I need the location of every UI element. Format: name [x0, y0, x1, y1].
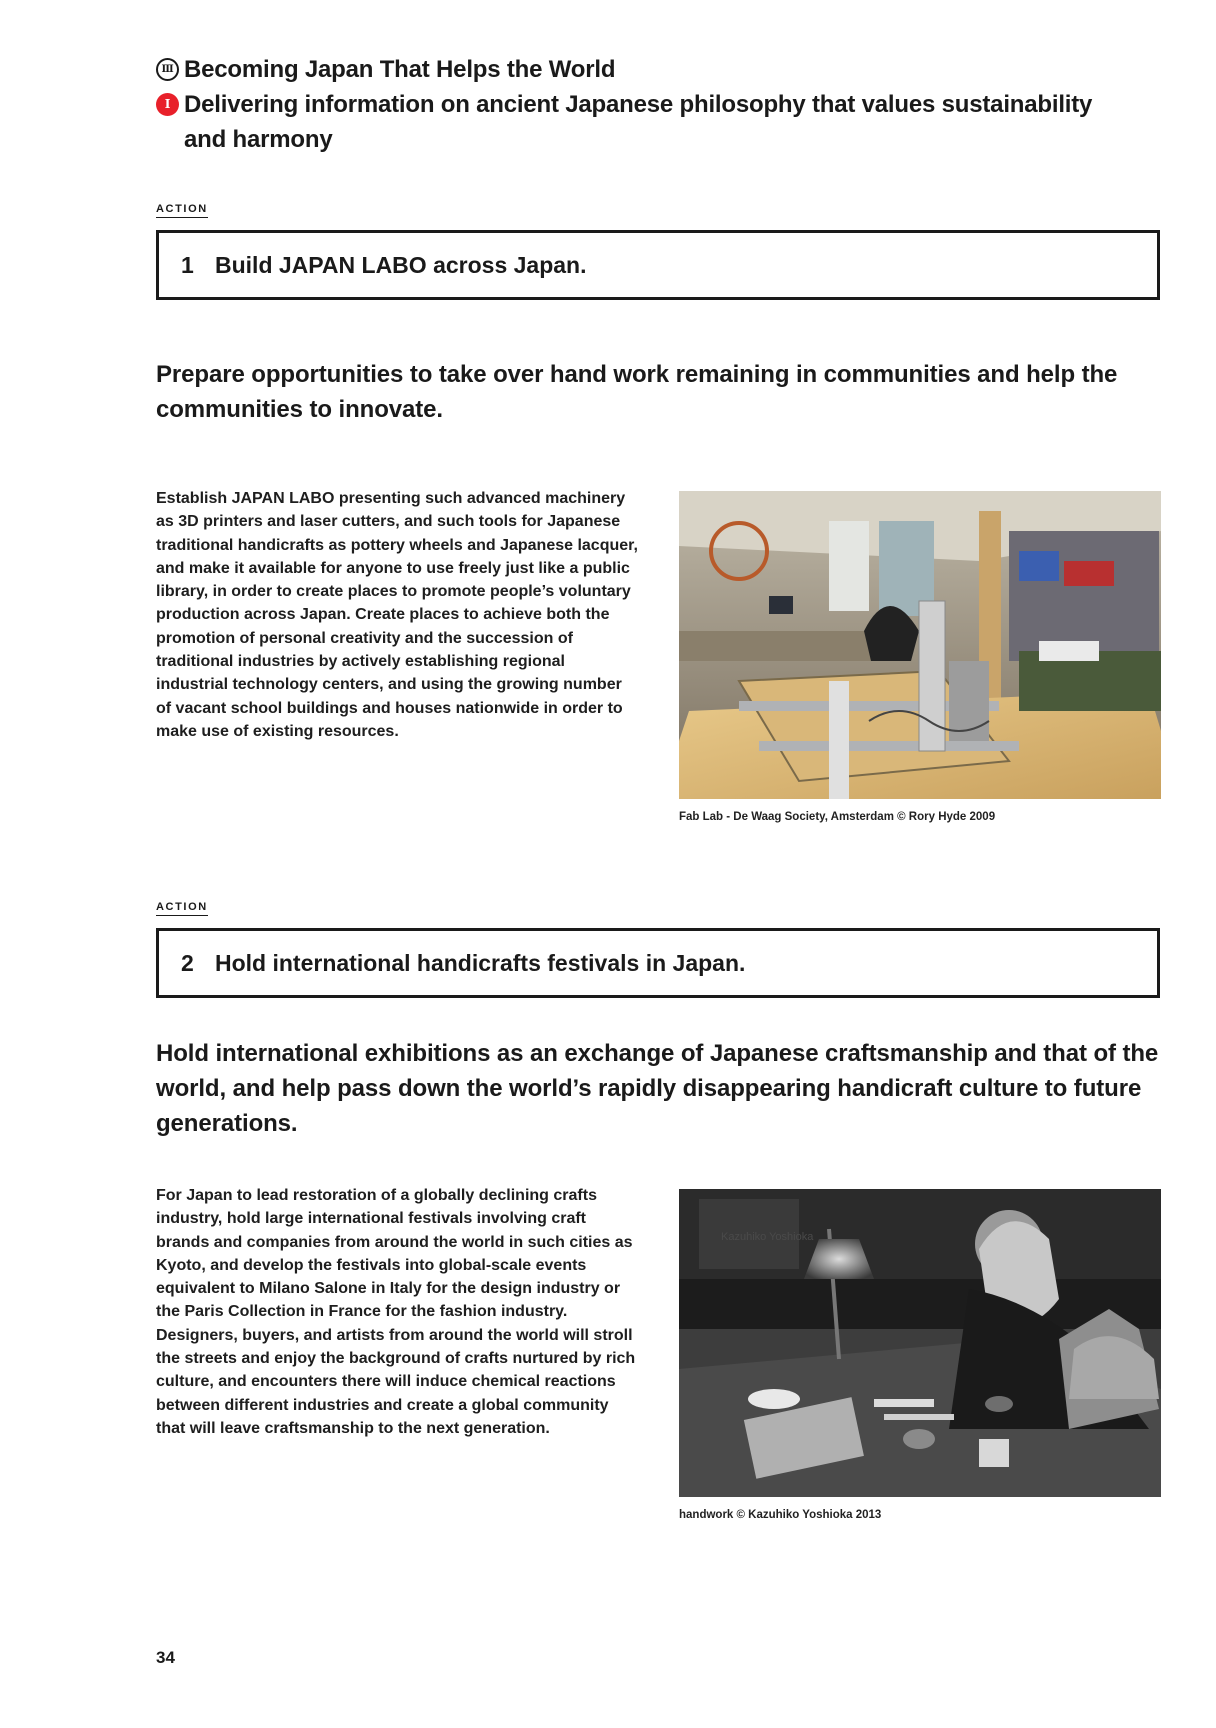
action-1-lead: Prepare opportunities to take over hand work remaining in communities and help the communities to innovate. [156, 361, 1118, 423]
action-2-lead: Hold international exhibitions as an exchange of Japanese craftsmanship and that of the world, and help pass down the world’s rapidly disappearing handicraft culture to future generations. [156, 1040, 1159, 1137]
action-1-title-box [156, 230, 1160, 300]
handwork-photo-watermark: Kazuhiko Yoshioka [721, 1231, 814, 1243]
section-number-badge: I [156, 93, 179, 116]
handwork-photo-caption: handwork © Kazuhiko Yoshioka 2013 [679, 1509, 882, 1521]
fab-lab-photo [679, 491, 1161, 799]
action-1-title: Build JAPAN LABO across Japan. [215, 251, 587, 278]
action-2-label: ACTION [156, 901, 208, 916]
fab-lab-photo-caption: Fab Lab - De Waag Society, Amsterdam © Rory Hyde 2009 [679, 811, 996, 823]
action-1-body: Establish JAPAN LABO presenting such advanced machinery as 3D printers and laser cutters, and such tools for Japanese traditional handicrafts as pottery wheels and Japanese lacquer, and make it available for anyone to use freely just like a public library, in order to create places to promote people’s voluntary production across Japan. Create places to achieve both the promotion of personal creativity and the succession of traditional industries by actively establishing regional industrial technology centers, and using the growing number of vacant school buildings and houses nationwide in order to make use of existing resources. [156, 490, 638, 740]
handwork-photo [679, 1189, 1161, 1497]
action-1-number: 1 [181, 251, 194, 278]
section-heading [156, 87, 1116, 157]
chapter-heading [156, 52, 1116, 87]
page-number: 34 [156, 1648, 175, 1667]
action-2-number: 2 [181, 949, 194, 976]
action-2-body: For Japan to lead restoration of a globally declining crafts industry, hold large international festivals involving craft brands and companies from around the world in such cities as Kyoto, and develop the festivals into global-scale events equivalent to Milano Salone in Italy for the design industry or the Paris Collection in France for the fashion industry. Designers, buyers, and artists from around the world will stroll the streets and enjoy the background of crafts nurtured by rich culture, and encounters there will induce chemical reactions between different industries and create a global community that will leave craftsmanship to the next generation. [156, 1187, 636, 1437]
chapter-title: Becoming Japan That Helps the World [184, 56, 616, 83]
action-2-title-box [156, 928, 1160, 998]
page-header [156, 52, 1116, 157]
section-title: Delivering information on ancient Japanese philosophy that values sustainability and harmony [184, 91, 1093, 153]
chapter-number-badge: Ⅲ [156, 58, 179, 81]
action-2-title: Hold international handicrafts festivals in Japan. [215, 949, 746, 976]
fab-lab-illustration [679, 491, 1161, 799]
action-1-label: ACTION [156, 203, 208, 218]
